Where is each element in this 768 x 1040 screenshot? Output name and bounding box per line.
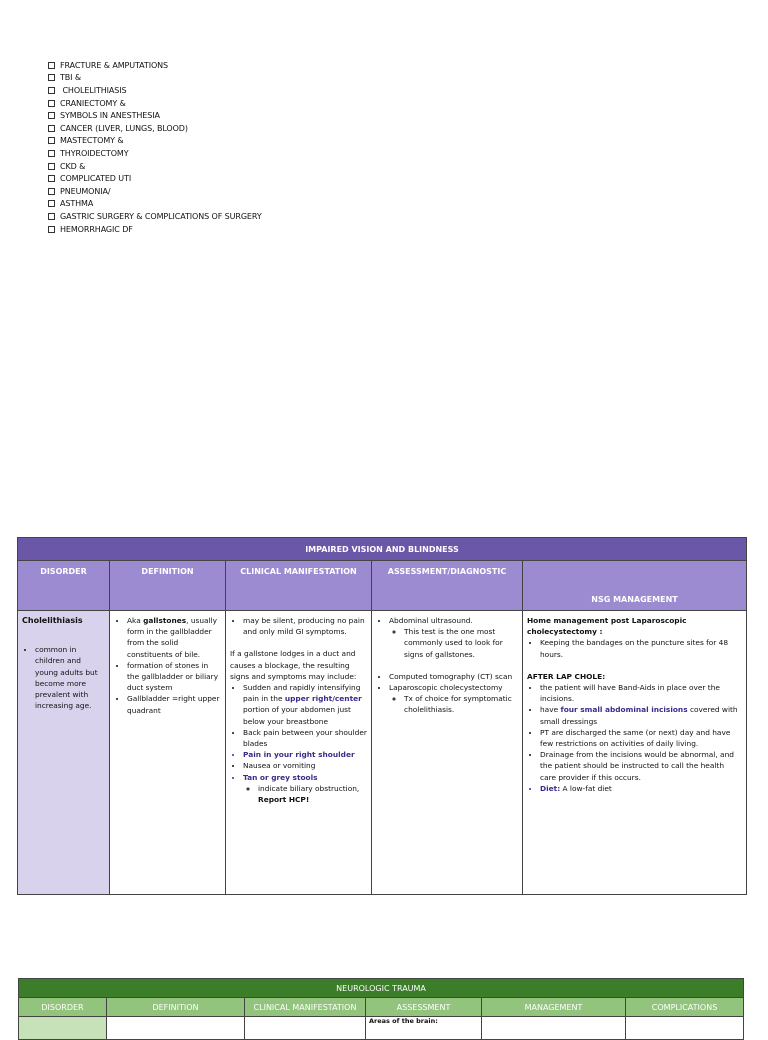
column-header-disorder: DISORDER	[19, 998, 107, 1017]
symptom-item: • Nausea or vomiting	[243, 760, 367, 771]
checklist-label: FRACTURE & AMPUTATIONS	[60, 60, 169, 70]
table-title: NEUROLOGIC TRAUMA	[19, 979, 744, 998]
cholelithiasis-table	[17, 537, 747, 895]
symptom-item: • Back pain between your shoulder blades	[243, 727, 367, 749]
checklist-item[interactable]	[48, 198, 262, 211]
symptom-subitem: ◦ indicate biliary obstruction, Report HCP!	[258, 783, 367, 805]
checklist-label: SYMBOLS IN ANESTHESIA	[60, 111, 160, 121]
checklist-label: ASTHMA	[60, 199, 94, 209]
management-heading: AFTER LAP CHOLE:	[527, 671, 606, 681]
column-header-nsg-management: NSG MANAGEMENT	[523, 561, 747, 611]
assessment-bullet: • Abdominal ultrasound. ◦ This test is the one most commonly used to look for signs of gallstones.	[389, 615, 518, 660]
management-bullet: • Diet: A low-fat diet	[540, 783, 742, 794]
definition-cell	[110, 611, 226, 895]
column-header-definition: DEFINITION	[107, 998, 245, 1017]
column-header-disorder: DISORDER	[18, 561, 110, 611]
checkbox-icon[interactable]	[48, 150, 55, 157]
checkbox-icon[interactable]	[48, 87, 55, 94]
checklist-label: CRANIECTOMY &	[60, 98, 126, 108]
checklist-item[interactable]	[48, 185, 262, 198]
column-header-clinical-manifestation: CLINICAL MANIFESTATION	[226, 561, 372, 611]
checklist-label: CKD &	[60, 161, 86, 171]
manifestation-cell	[245, 1017, 366, 1040]
checklist-item[interactable]	[48, 109, 262, 122]
checklist-item[interactable]	[48, 97, 262, 110]
management-bullet: • PT are discharged the same (or next) day and have few restrictions on activities of daily living.	[540, 727, 742, 749]
checklist-label: COMPLICATED UTI	[60, 174, 132, 184]
assessment-subitem: ◦ Tx of choice for symptomatic cholelithiasis.	[404, 693, 518, 715]
management-bullet: • the patient will have Band-Aids in place over the incisions.	[540, 682, 742, 704]
checkbox-icon[interactable]	[48, 213, 55, 220]
checklist-label: THYROIDECTOMY	[60, 148, 129, 158]
checklist-label: GASTRIC SURGERY & COMPLICATIONS OF SURGERY	[60, 211, 262, 221]
symptom-item: • Sudden and rapidly intensifying pain in the upper right/center portion of your abdomen just below your breastbone	[243, 682, 367, 727]
table-row	[19, 1017, 744, 1040]
checkbox-icon[interactable]	[48, 112, 55, 119]
symptom-item: • Pain in your right shoulder	[243, 749, 367, 760]
table-row	[18, 611, 747, 895]
definition-cell	[107, 1017, 245, 1040]
column-header-definition: DEFINITION	[110, 561, 226, 611]
management-cell	[482, 1017, 626, 1040]
checklist-item[interactable]	[48, 147, 262, 160]
checklist-label: CANCER (LIVER, LUNGS, BLOOD)	[60, 123, 188, 133]
management-bullet: • Keeping the bandages on the puncture sites for 48 hours.	[540, 637, 742, 659]
checkbox-icon[interactable]	[48, 125, 55, 132]
checkbox-icon[interactable]	[48, 175, 55, 182]
assessment-subitem: ◦ This test is the one most commonly used to look for signs of gallstones.	[404, 626, 518, 660]
assessment-cell	[366, 1017, 482, 1040]
disorder-name: Cholelithiasis	[22, 616, 83, 625]
neurologic-trauma-table	[18, 978, 744, 1040]
checklist-item[interactable]	[48, 59, 262, 72]
management-bullet: • Drainage from the incisions would be abnormal, and the patient should be instructed to call the health care provider if this occurs.	[540, 749, 742, 783]
checkbox-icon[interactable]	[48, 226, 55, 233]
manifestation-bullet: • may be silent, producing no pain and only mild GI symptoms.	[243, 615, 367, 637]
checkbox-icon[interactable]	[48, 137, 55, 144]
checklist-item[interactable]	[48, 210, 262, 223]
disorder-cell	[19, 1017, 107, 1040]
checklist-label: MASTECTOMY &	[60, 136, 124, 146]
checklist-label: TBI &	[60, 73, 82, 83]
definition-bullet: • Gallbladder =right upper quadrant	[127, 693, 221, 715]
disorder-bullet: • common in children and young adults but become more prevalent with increasing age.	[35, 644, 105, 711]
assessment-text: Areas of the brain:	[369, 1017, 438, 1025]
column-header-complications: COMPLICATIONS	[626, 998, 744, 1017]
checklist-item[interactable]	[48, 223, 262, 236]
checklist-item[interactable]	[48, 160, 262, 173]
topic-checklist	[48, 59, 262, 235]
column-header-management: MANAGEMENT	[482, 998, 626, 1017]
disorder-cell	[18, 611, 110, 895]
checklist-item[interactable]	[48, 135, 262, 148]
checkbox-icon[interactable]	[48, 163, 55, 170]
assessment-bullet: • Laparoscopic cholecystectomy ◦ Tx of choice for symptomatic cholelithiasis.	[389, 682, 518, 716]
management-bullet: • have four small abdominal incisions covered with small dressings	[540, 704, 742, 726]
complications-cell	[626, 1017, 744, 1040]
table-title: IMPAIRED VISION AND BLINDNESS	[18, 538, 747, 561]
checklist-label: PNEUMONIA/	[60, 186, 111, 196]
checklist-item[interactable]	[48, 84, 262, 97]
column-header-assessment: ASSESSMENT	[366, 998, 482, 1017]
assessment-cell	[372, 611, 523, 895]
checklist-item[interactable]	[48, 172, 262, 185]
checklist-label: CHOLELITHIASIS	[60, 85, 127, 95]
manifestation-cell	[226, 611, 372, 895]
checklist-item[interactable]	[48, 72, 262, 85]
symptom-item: • Tan or grey stools ◦ indicate biliary obstruction, Report HCP!	[243, 772, 367, 806]
checkbox-icon[interactable]	[48, 100, 55, 107]
assessment-bullet: • Computed tomography (CT) scan	[389, 671, 518, 682]
checkbox-icon[interactable]	[48, 200, 55, 207]
column-header-clinical-manifestation: CLINICAL MANIFESTATION	[245, 998, 366, 1017]
definition-bullet: • Aka gallstones, usually form in the gallbladder from the solid constituents of bile.	[127, 615, 221, 660]
checkbox-icon[interactable]	[48, 74, 55, 81]
column-header-assessment: ASSESSMENT/DIAGNOSTIC	[372, 561, 523, 611]
checklist-item[interactable]	[48, 122, 262, 135]
checklist-label: HEMORRHAGIC DF	[60, 224, 133, 234]
management-heading: Home management post Laparoscopic cholecystectomy :	[527, 616, 687, 637]
management-cell	[523, 611, 747, 895]
definition-bullet: • formation of stones in the gallbladder or biliary duct system	[127, 660, 221, 694]
manifestation-paragraph: If a gallstone lodges in a duct and causes a blockage, the resulting signs and symptoms may include:	[230, 649, 357, 681]
checkbox-icon[interactable]	[48, 188, 55, 195]
checkbox-icon[interactable]	[48, 62, 55, 69]
